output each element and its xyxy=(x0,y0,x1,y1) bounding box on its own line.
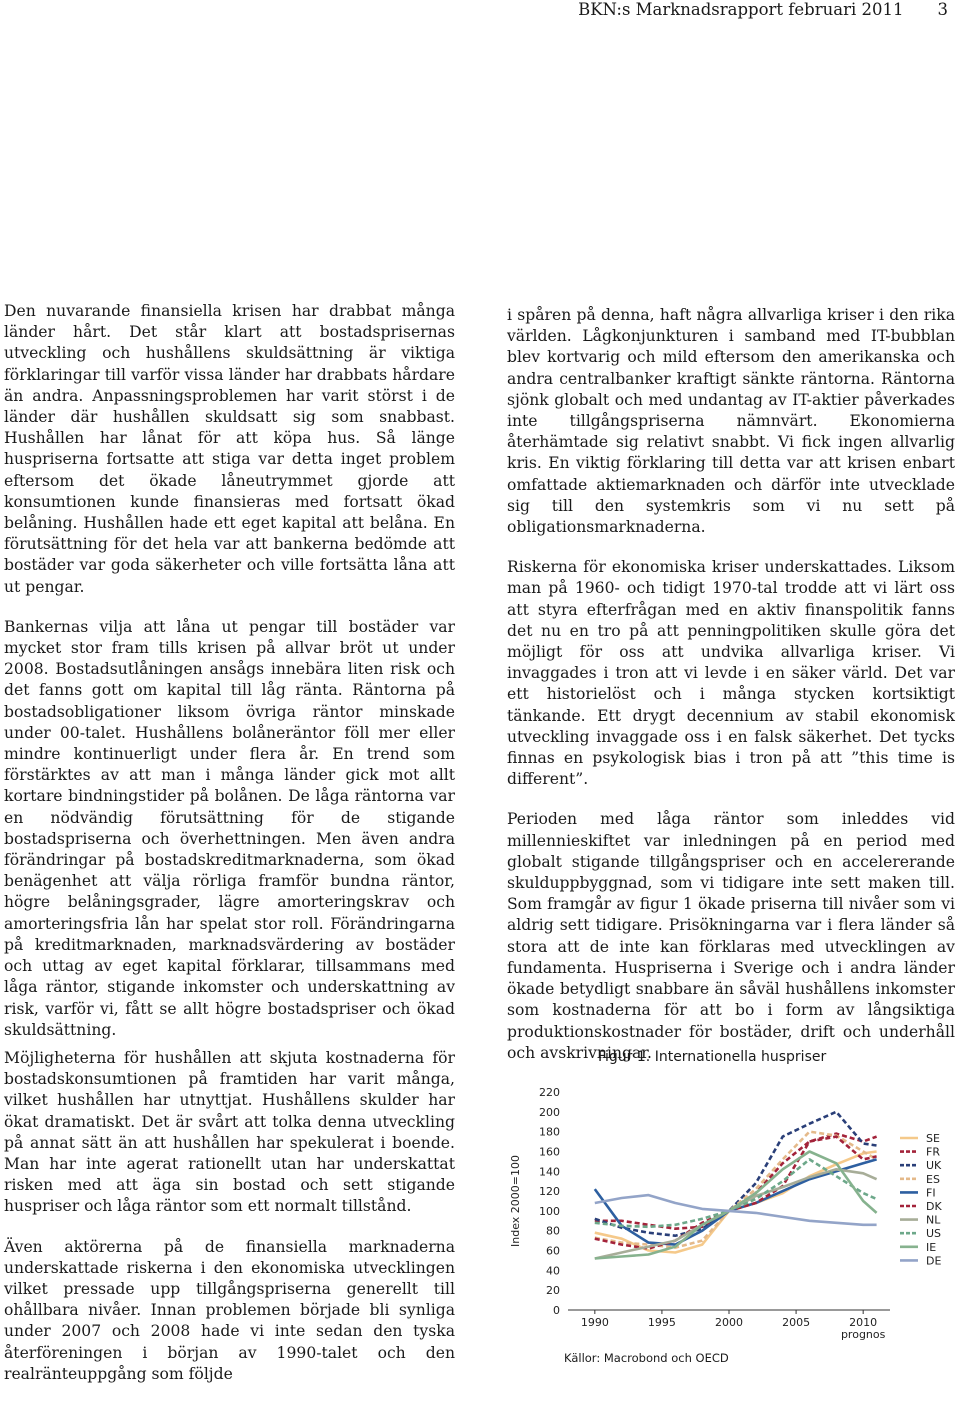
legend-label-fi: FI xyxy=(926,1186,936,1200)
y-tick-label: 200 xyxy=(539,1105,560,1119)
paragraph: Bankernas vilja att låna ut pengar till bostäder var mycket stor fram tills krisen på allvar bröt ut under 2008. Bostadsutlåningen ansågs innebära liten risk och det fanns gott om kapital till låg ränta. Räntorna på bostadsobligationer liksom övriga räntor minskade under 00-talet. Hushållens bolåneräntor föll mer eller mindre kontinuerligt under flera år. En trend som förstärktes av att man i många länder gick mot allt kortare bindningstider på bolånen. De låga räntorna var en nödvändig förutsättning för de stigande bostadspriserna och överhettningen. Men även andra förändringar på bostadskreditmarknaderna, som ökad benägenhet att välja rörliga framför bundna räntor, högre belåningsgrader, lägre amorteringskrav och amorteringsfria lån har spelat stor roll. Förändringarna på kreditmarknaden, marknadsvärdering av bostäder och uttag av eget kapital förklarar, tillsammans med låga räntor, stigande inkomster och underskattning av risk, varför vi, fått se allt högre bostadspriser och ökad skuldsättning. xyxy=(4,617,455,1039)
paragraph: i spåren på denna, haft några allvarliga kriser i den rika världen. Lågkonjunkturen i samband med IT-bubblan blev kortvarig och mild eftersom den amerikanska och andra centralbanker kraftigt sänkte räntorna. Räntorna sjönk globalt och med undantag av IT-aktier påverkades inte tillgångspriserna nämnvärt. Ekonomierna återhämtade sig relativt snabbt. Vi fick ingen allvarlig kris. En viktig förklaring till detta var att krisen enbart omfattade aktiemarknaden och därför inte utvecklade sig till den systemkris som vi nu sett på obligationsmarknaderna. xyxy=(507,306,955,537)
y-tick-label: 20 xyxy=(546,1284,560,1298)
series-line-se xyxy=(595,1152,877,1253)
x-tick-label: 2010 xyxy=(849,1316,878,1329)
y-tick-label: 40 xyxy=(546,1264,560,1278)
right-column xyxy=(507,305,955,1083)
legend-label-nl: NL xyxy=(926,1213,941,1227)
x-tick-note: prognos xyxy=(840,1328,886,1341)
left-column-bottom xyxy=(4,1048,455,1404)
paragraph: Riskerna för ekonomiska kriser underskattades. Liksom man på 1960- och tidigt 1970-tal trodde att vi lärt oss att styra efterfrågan med en aktiv finanspolitik fanns det nu en tro på att penningpolitiken skulle göra det möjligt för oss att undvika allvarliga kriser. Vi invaggades i tron att vi levde i en säker värld. Det var ett historielöst och i många stycken kortsiktigt tänkande. Ett drygt decennium av stabil ekonomisk utveckling invaggade oss i en falsk säkerhet. Det tycks finnas en psykologisk bias i tron på att ”this time is different”. xyxy=(507,558,955,789)
page-header xyxy=(544,0,948,22)
legend-label-es: ES xyxy=(926,1172,940,1186)
y-tick-label: 80 xyxy=(546,1224,560,1238)
y-tick-label: 0 xyxy=(553,1304,560,1317)
legend-label-us: US xyxy=(926,1227,942,1241)
series-line-fr xyxy=(595,1134,877,1229)
figure-source: Källor: Macrobond och OECD xyxy=(564,1351,729,1365)
paragraph: Den nuvarande finansiella krisen har drabbat många länder hårt. Det står klart att bostadsprisernas utveckling och hushållens skuldsättning är viktiga förklaringar till varför vissa länder har drabbats hårdare än andra. Anpassningsproblemen har varit störst i de länder där hushållen skuldsatt sig som snabbast. Hushållen har lånat för att köpa hus. Så länge huspriserna fortsatte att stiga var detta inget problem eftersom det ökade låneutrymmet gjorde att konsumtionen kunde finansieras med fortsatt ökad belåning. Hushållen hade ett eget kapital att belåna. En förutsättning för det hela var att bankerna bedömde att bostäder var goda säkerheter och ville fortsätta låna att ut pengar. xyxy=(4,302,455,596)
y-tick-label: 100 xyxy=(539,1204,560,1218)
y-tick-label: 220 xyxy=(539,1086,560,1099)
legend-label-de: DE xyxy=(926,1254,942,1268)
y-tick-label: 120 xyxy=(539,1185,560,1199)
legend-label-fr: FR xyxy=(926,1145,940,1159)
paragraph: Perioden med låga räntor som inleddes vid millennieskiftet var inledningen på en period med globalt stigande tillgångspriser och en accelererande skulduppbyggnad, som vi tidigare inte sett maken till. Som framgår av figur 1 ökade priserna till nivåer som vi aldrig sett tidigare. Prisökningarna var i flera länder så stora att de inte kan förklaras med utvecklingen av fundamenta. Huspriserna i Sverige och i andra länder ökade betydligt snabbare än såväl hushållens inkomster som kostnaderna för att bo i form av långsiktiga produktionskostnader för bostäder, drift och underhåll och avskrivningar. xyxy=(507,810,955,1062)
x-tick-label: 2005 xyxy=(782,1316,811,1329)
x-tick-label: 1990 xyxy=(580,1316,609,1329)
x-tick-label: 2000 xyxy=(715,1316,743,1329)
figure-title: Figur 1. Internationella huspriser xyxy=(598,1049,827,1065)
y-axis-label: Index 2000=100 xyxy=(509,1155,522,1247)
left-column-top xyxy=(4,301,455,1060)
y-tick-label: 160 xyxy=(539,1145,560,1159)
legend-label-dk: DK xyxy=(926,1200,942,1213)
page-number: 3 xyxy=(937,0,948,19)
house-price-chart xyxy=(500,1078,950,1348)
paragraph: Möjligheterna för hushållen att skjuta kostnaderna för bostadskonsumtionen på framtiden har varit många, vilket hushållen har utnyttjat. Hushållens skulder har ökat dramatiskt. Det är svårt att tolka denna utveckling på annat sätt än att hushållen har spekulerat i boende. Man har inte agerat rationellt utan har underskattat risken med att äga sin bostad och sett stigande huspriser och låga räntor som ett normalt tillstånd. xyxy=(4,1049,455,1216)
y-tick-label: 60 xyxy=(546,1244,560,1258)
legend-label-uk: UK xyxy=(926,1159,942,1173)
report-title: BKN:s Marknadsrapport februari 2011 xyxy=(578,0,904,19)
x-tick-label: 1995 xyxy=(647,1316,676,1329)
series-line-uk xyxy=(595,1112,877,1236)
y-tick-label: 140 xyxy=(539,1165,560,1179)
legend-label-se: SE xyxy=(926,1132,940,1145)
y-tick-label: 180 xyxy=(539,1125,560,1139)
paragraph: Även aktörerna på de finansiella marknaderna underskattade riskerna i den ekonomiska utvecklingen vilket pressade upp tillgångspriserna generellt till ohållbara nivåer. Innan problemen började bli synliga under 2007 och 2008 hade vi inte sedan den tyska återföreningen i början av 1990-talet och den realränteuppgång som följde xyxy=(4,1237,455,1383)
legend-label-ie: IE xyxy=(926,1240,937,1254)
